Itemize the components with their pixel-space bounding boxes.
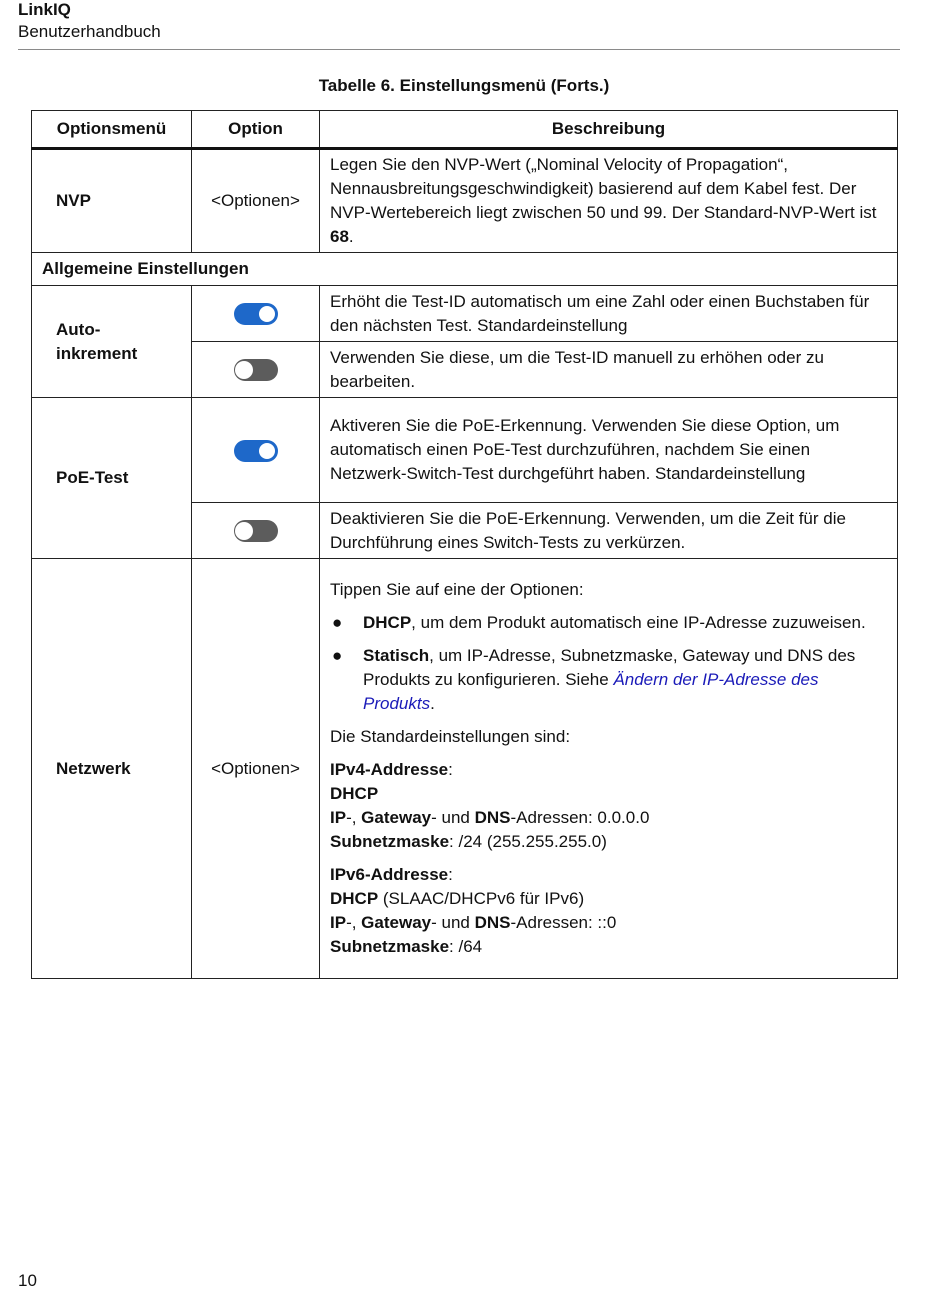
ipv6-subnet-term: Subnetzmaske bbox=[330, 937, 450, 956]
autoinkrement-off-description: Verwenden Sie diese, um die Test-ID manuell zu erhöhen oder zu bearbeiten. bbox=[320, 342, 898, 398]
ipv6-addresses: -Adressen: ::0 bbox=[510, 913, 617, 932]
table-row-netzwerk bbox=[32, 559, 898, 979]
nvp-desc-end: . bbox=[348, 227, 354, 246]
ipv4-sep: -, bbox=[346, 808, 362, 827]
column-header-optionsmenu: Optionsmenü bbox=[32, 111, 192, 149]
netzwerk-options-list bbox=[330, 611, 889, 716]
menu-name-netzwerk: Netzwerk bbox=[32, 559, 192, 979]
ipv6-defaults bbox=[330, 863, 889, 959]
table-row-autoinkrement-on bbox=[32, 286, 898, 342]
table-caption: Tabelle 6. Einstellungsmenü (Forts.) bbox=[318, 76, 610, 95]
product-name: LinkIQ bbox=[18, 0, 71, 19]
toggle-off-icon bbox=[234, 520, 278, 542]
nvp-description bbox=[320, 149, 898, 253]
poe-on-cell bbox=[192, 398, 320, 503]
poe-off-cell bbox=[192, 503, 320, 559]
poe-on-description: Aktiveren Sie die PoE-Erkennung. Verwenden Sie diese Option, um automatisch einen PoE-Test durchzuführen, nachdem Sie einen Netzwerk-Switch-Test durchgeführt haben. Standardeinstellung bbox=[320, 398, 898, 503]
column-header-option: Option bbox=[192, 111, 320, 149]
page-number: 10 bbox=[18, 1271, 37, 1290]
table-header-row bbox=[32, 111, 898, 149]
bullet-icon: ● bbox=[332, 646, 343, 665]
ip-address-link[interactable]: Ändern der IP-Adresse des Produkts bbox=[363, 670, 819, 713]
dhcp-term: DHCP bbox=[363, 613, 412, 632]
defaults-intro: Die Standardeinstellungen sind: bbox=[330, 727, 571, 746]
ipv6-gateway-term: Gateway bbox=[361, 913, 432, 932]
autoinkrement-label-line2: inkrement bbox=[56, 343, 138, 363]
ipv6-ip-term: IP bbox=[330, 913, 347, 932]
ipv6-sep: -, bbox=[346, 913, 362, 932]
ipv4-colon: : bbox=[448, 760, 453, 779]
autoinkrement-on-description: Erhöht die Test-ID automatisch um eine Zahl oder einen Buchstaben für den nächsten Test. Standardeinstellung bbox=[320, 286, 898, 342]
ipv4-ip-term: IP bbox=[330, 808, 347, 827]
menu-name-nvp: NVP bbox=[32, 149, 192, 253]
ipv4-gateway-term: Gateway bbox=[361, 808, 432, 827]
list-item-statisch bbox=[330, 644, 889, 716]
toggle-off-icon bbox=[234, 359, 278, 381]
autoinkrement-label-line1: Auto- bbox=[56, 319, 101, 339]
ipv4-und: - und bbox=[431, 808, 475, 827]
header-divider bbox=[18, 49, 900, 50]
table-row-poe-on bbox=[32, 398, 898, 503]
nvp-default-value: 68 bbox=[330, 227, 349, 246]
section-row bbox=[32, 253, 898, 286]
ipv4-dns-term: DNS bbox=[474, 808, 511, 827]
ipv6-mode-detail: (SLAAC/DHCPv6 für IPv6) bbox=[378, 889, 585, 908]
ipv4-defaults bbox=[330, 758, 889, 854]
ipv4-subnet-value: : /24 (255.255.255.0) bbox=[449, 832, 607, 851]
settings-table bbox=[31, 110, 898, 979]
ipv6-mode: DHCP bbox=[330, 889, 379, 908]
ipv6-label: IPv6-Addresse bbox=[330, 865, 449, 884]
table-row-nvp bbox=[32, 149, 898, 253]
autoinkrement-on-cell bbox=[192, 286, 320, 342]
bullet-icon: ● bbox=[332, 613, 343, 632]
menu-name-autoinkrement bbox=[32, 286, 192, 398]
menu-name-poe-test: PoE-Test bbox=[32, 398, 192, 559]
dhcp-text: , um dem Produkt automatisch eine IP-Adresse zuzuweisen. bbox=[411, 613, 866, 632]
poe-off-description: Deaktivieren Sie die PoE-Erkennung. Verwenden, um die Zeit für die Durchführung eines Switch-Tests zu verkürzen. bbox=[320, 503, 898, 559]
ipv6-subnet-value: : /64 bbox=[449, 937, 483, 956]
statisch-text: , um IP-Adresse, Subnetzmaske, Gateway und DNS des Produkts zu konfigurieren. Siehe bbox=[363, 646, 856, 689]
nvp-options: <Optionen> bbox=[192, 149, 320, 253]
column-header-beschreibung: Beschreibung bbox=[320, 111, 898, 149]
document-title: Benutzerhandbuch bbox=[18, 22, 161, 41]
autoinkrement-off-cell bbox=[192, 342, 320, 398]
statisch-term: Statisch bbox=[363, 646, 430, 665]
ipv4-subnet-term: Subnetzmaske bbox=[330, 832, 450, 851]
section-general-settings: Allgemeine Einstellungen bbox=[32, 253, 898, 286]
netzwerk-intro: Tippen Sie auf eine der Optionen: bbox=[330, 580, 584, 599]
netzwerk-description bbox=[320, 559, 898, 979]
nvp-desc-text: Legen Sie den NVP-Wert („Nominal Velocity of Propagation“, Nennausbreitungsgeschwindigkeit) basierend auf dem Kabel fest. Der NVP-Wertebereich liegt zwischen 50 und 99. Der Standard-NVP-Wert ist bbox=[330, 155, 877, 222]
ipv6-dns-term: DNS bbox=[474, 913, 511, 932]
ipv6-colon: : bbox=[448, 865, 453, 884]
ipv4-label: IPv4-Addresse bbox=[330, 760, 449, 779]
ipv4-mode: DHCP bbox=[330, 784, 379, 803]
toggle-on-icon bbox=[234, 303, 278, 325]
ipv6-und: - und bbox=[431, 913, 475, 932]
list-item-dhcp bbox=[330, 611, 889, 635]
toggle-on-icon bbox=[234, 440, 278, 462]
ipv4-addresses: -Adressen: 0.0.0.0 bbox=[510, 808, 650, 827]
netzwerk-options: <Optionen> bbox=[192, 559, 320, 979]
statisch-end: . bbox=[430, 694, 435, 713]
